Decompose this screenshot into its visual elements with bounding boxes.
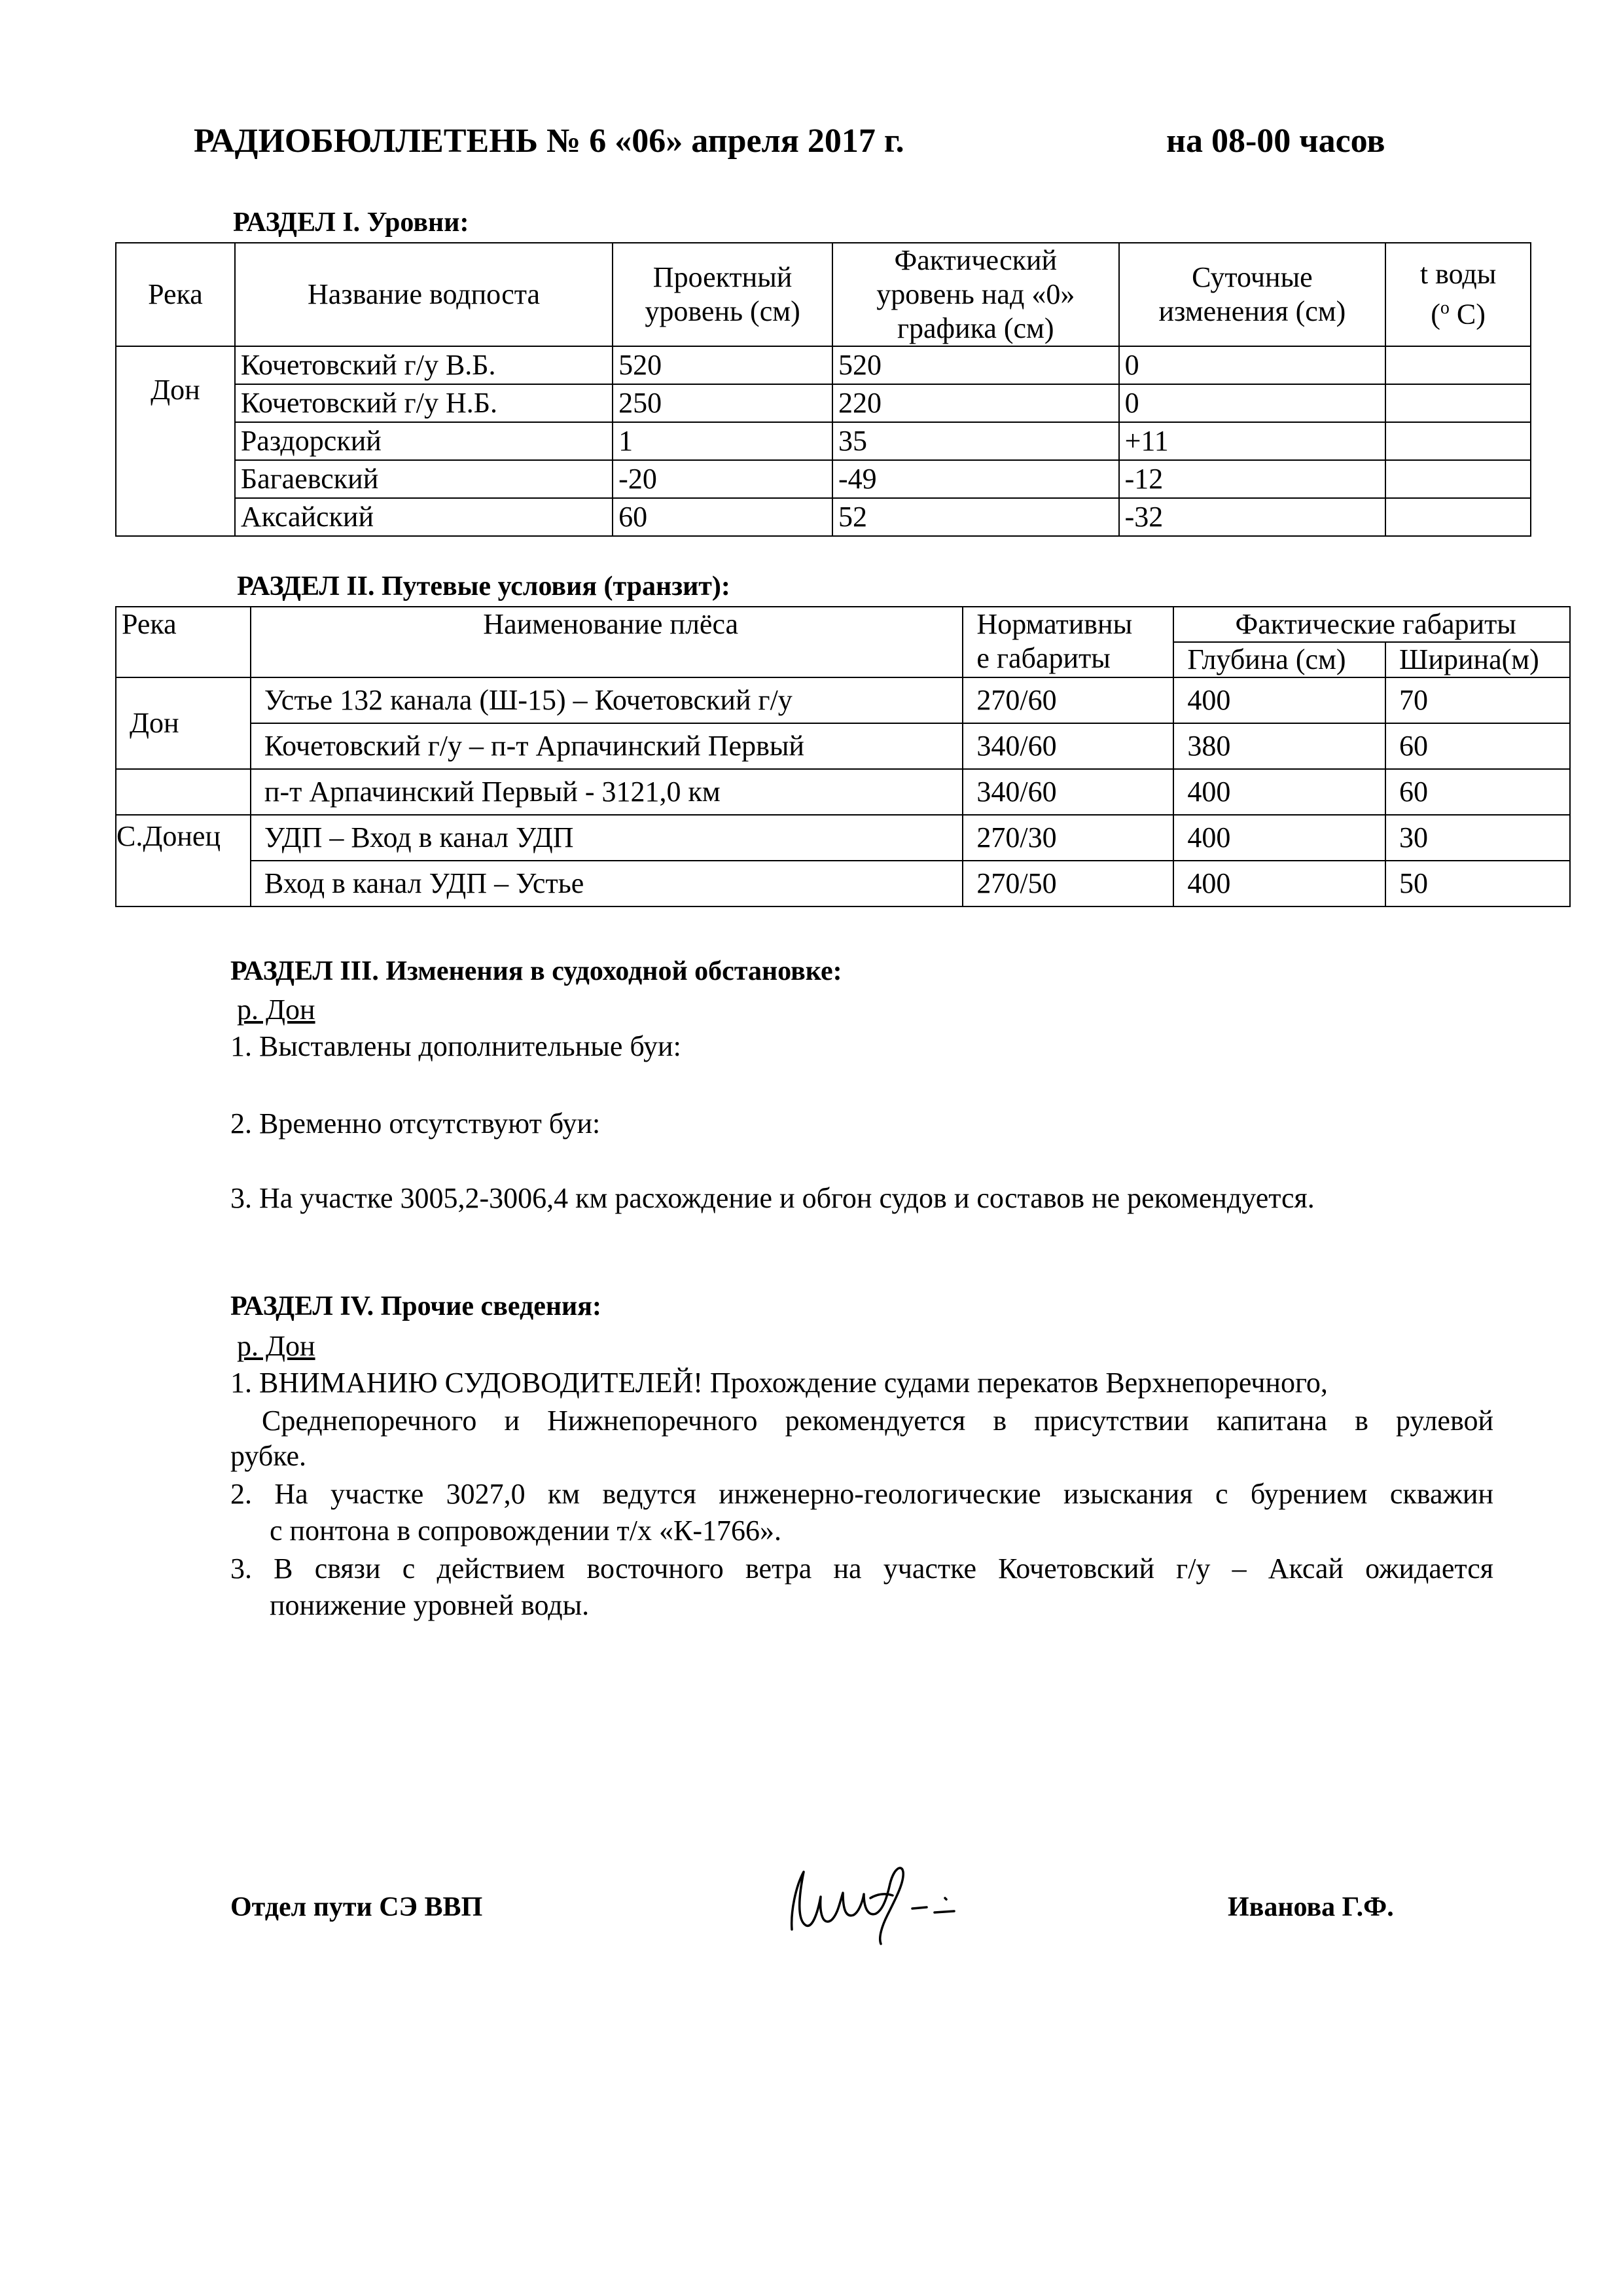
table-row (116, 460, 1531, 498)
col-actual-level (832, 243, 1119, 346)
actual-level: -49 (832, 460, 1119, 498)
width: 50 (1385, 861, 1570, 906)
reach-name: Кочетовский г/у – п-т Арпачинский Первый (251, 723, 963, 769)
col-water-temp (1385, 243, 1531, 346)
section-3-item-2: 2. Временно отсутствуют буи: (230, 1107, 601, 1139)
actual-level: 520 (832, 346, 1119, 384)
section-4-item-3-line-1: 3. В связи с действием восточного ветра на участке Кочетовский г/у – Аксай ожидается (230, 1552, 1493, 1585)
reach-name: п-т Арпачинский Первый - 3121,0 км (251, 769, 963, 815)
col-actual-l2: уровень над «0» (876, 278, 1075, 310)
river-cell-don: Дон (116, 346, 235, 536)
col-post: Название водпоста (235, 243, 613, 346)
design-level: 1 (613, 422, 832, 460)
post-name: Кочетовский г/у Н.Б. (235, 384, 613, 422)
river-cell-sdonets: С.Донец (116, 815, 251, 906)
col-daily-change (1119, 243, 1386, 346)
table-row (116, 861, 1570, 906)
river-cell-empty (116, 769, 251, 815)
depth: 380 (1173, 723, 1385, 769)
levels-table (115, 242, 1531, 537)
daily-change: +11 (1119, 422, 1386, 460)
river-cell-don: Дон (116, 677, 251, 769)
col-river: Река (116, 243, 235, 346)
daily-change: 0 (1119, 346, 1386, 384)
col-norm-l1: Нормативны (976, 608, 1133, 640)
daily-change: -12 (1119, 460, 1386, 498)
transit-table (115, 606, 1571, 907)
section-4-item-1-line-1: 1. ВНИМАНИЮ СУДОВОДИТЕЛЕЙ! Прохождение судами перекатов Верхнепоречного, (230, 1367, 1328, 1399)
reach-name: Вход в канал УДП – Устье (251, 861, 963, 906)
post-name: Багаевский (235, 460, 613, 498)
col-reach: Наименование плёса (251, 607, 963, 677)
depth: 400 (1173, 861, 1385, 906)
bulletin-time: на 08-00 часов (1166, 122, 1385, 160)
col-daily-l2: изменения (см) (1158, 295, 1346, 327)
design-level: 250 (613, 384, 832, 422)
post-name: Раздорский (235, 422, 613, 460)
section-3-item-3: 3. На участке 3005,2-3006,4 км расхождение и обгон судов и составов не рекомендуется. (230, 1182, 1315, 1214)
actual-level: 220 (832, 384, 1119, 422)
col-width: Ширина(м) (1385, 642, 1570, 677)
reach-name: УДП – Вход в канал УДП (251, 815, 963, 861)
water-temp (1385, 384, 1531, 422)
col-temp-l1: t воды (1419, 258, 1497, 291)
width: 60 (1385, 723, 1570, 769)
col-actual-dims: Фактические габариты (1173, 607, 1570, 642)
department-name: Отдел пути СЭ ВВП (230, 1892, 483, 1922)
section-1-heading: РАЗДЕЛ I. Уровни: (233, 207, 469, 238)
col-design-l2: уровень (см) (645, 295, 800, 327)
col-actual-l1: Фактический (894, 244, 1058, 276)
section-4-item-1-line-3: рубке. (230, 1440, 307, 1472)
section-4-item-2-line-1: 2. На участке 3027,0 км ведутся инженерно-геологические изыскания с бурением скважин (230, 1478, 1493, 1510)
actual-level: 52 (832, 498, 1119, 536)
transit-header-row-1 (116, 607, 1570, 642)
handwritten-signature (772, 1852, 995, 1957)
signatory-name: Иванова Г.Ф. (1228, 1892, 1394, 1922)
norm-dims: 270/30 (963, 815, 1173, 861)
table-row (116, 723, 1570, 769)
table-row (116, 815, 1570, 861)
col-temp-open: ( (1431, 298, 1440, 331)
section-4-heading: РАЗДЕЛ IV. Прочие сведения: (230, 1291, 601, 1321)
water-temp (1385, 346, 1531, 384)
table-row (116, 384, 1531, 422)
post-name: Аксайский (235, 498, 613, 536)
col-actual-l3: графика (см) (897, 312, 1054, 344)
section-4-item-1-line-2: Среднепоречного и Нижнепоречного рекомендуется в присутствии капитана в рулевой (262, 1405, 1493, 1437)
col-norm (963, 607, 1173, 677)
daily-change: 0 (1119, 384, 1386, 422)
norm-dims: 340/60 (963, 723, 1173, 769)
col-design-l1: Проектный (652, 261, 793, 293)
col-norm-l2: е габариты (976, 642, 1111, 674)
norm-dims: 270/50 (963, 861, 1173, 906)
col-river: Река (116, 607, 251, 677)
post-name: Кочетовский г/у В.Б. (235, 346, 613, 384)
norm-dims: 340/60 (963, 769, 1173, 815)
section-3-item-1: 1. Выставлены дополнительные буи: (230, 1030, 681, 1062)
design-level: -20 (613, 460, 832, 498)
actual-level: 35 (832, 422, 1119, 460)
depth: 400 (1173, 677, 1385, 723)
width: 60 (1385, 769, 1570, 815)
col-temp-unit: С) (1449, 298, 1486, 331)
section-4-item-2-line-2: с понтона в сопровождении т/х «К-1766». (270, 1515, 781, 1547)
norm-dims: 270/60 (963, 677, 1173, 723)
col-design-level (613, 243, 832, 346)
daily-change: -32 (1119, 498, 1386, 536)
table-row (116, 422, 1531, 460)
table-row (116, 677, 1570, 723)
table-row (116, 769, 1570, 815)
section-2-heading: РАЗДЕЛ II. Путевые условия (транзит): (237, 571, 730, 601)
reach-name: Устье 132 канала (Ш-15) – Кочетовский г/у (251, 677, 963, 723)
design-level: 520 (613, 346, 832, 384)
section-3-heading: РАЗДЕЛ III. Изменения в судоходной обстановке: (230, 956, 842, 986)
water-temp (1385, 498, 1531, 536)
width: 30 (1385, 815, 1570, 861)
width: 70 (1385, 677, 1570, 723)
levels-header-row (116, 243, 1531, 346)
col-depth: Глубина (см) (1173, 642, 1385, 677)
water-temp (1385, 422, 1531, 460)
degree-sup: o (1440, 298, 1450, 319)
section-3-river: р. Дон (237, 994, 315, 1026)
depth: 400 (1173, 769, 1385, 815)
section-4-item-3-line-2: понижение уровней воды. (270, 1589, 590, 1621)
section-4-river: р. Дон (237, 1330, 315, 1362)
water-temp (1385, 460, 1531, 498)
bulletin-title: РАДИОБЮЛЛЕТЕНЬ № 6 «06» апреля 2017 г. (194, 122, 904, 160)
col-daily-l1: Суточные (1192, 261, 1313, 293)
design-level: 60 (613, 498, 832, 536)
table-row (116, 498, 1531, 536)
table-row (116, 346, 1531, 384)
depth: 400 (1173, 815, 1385, 861)
